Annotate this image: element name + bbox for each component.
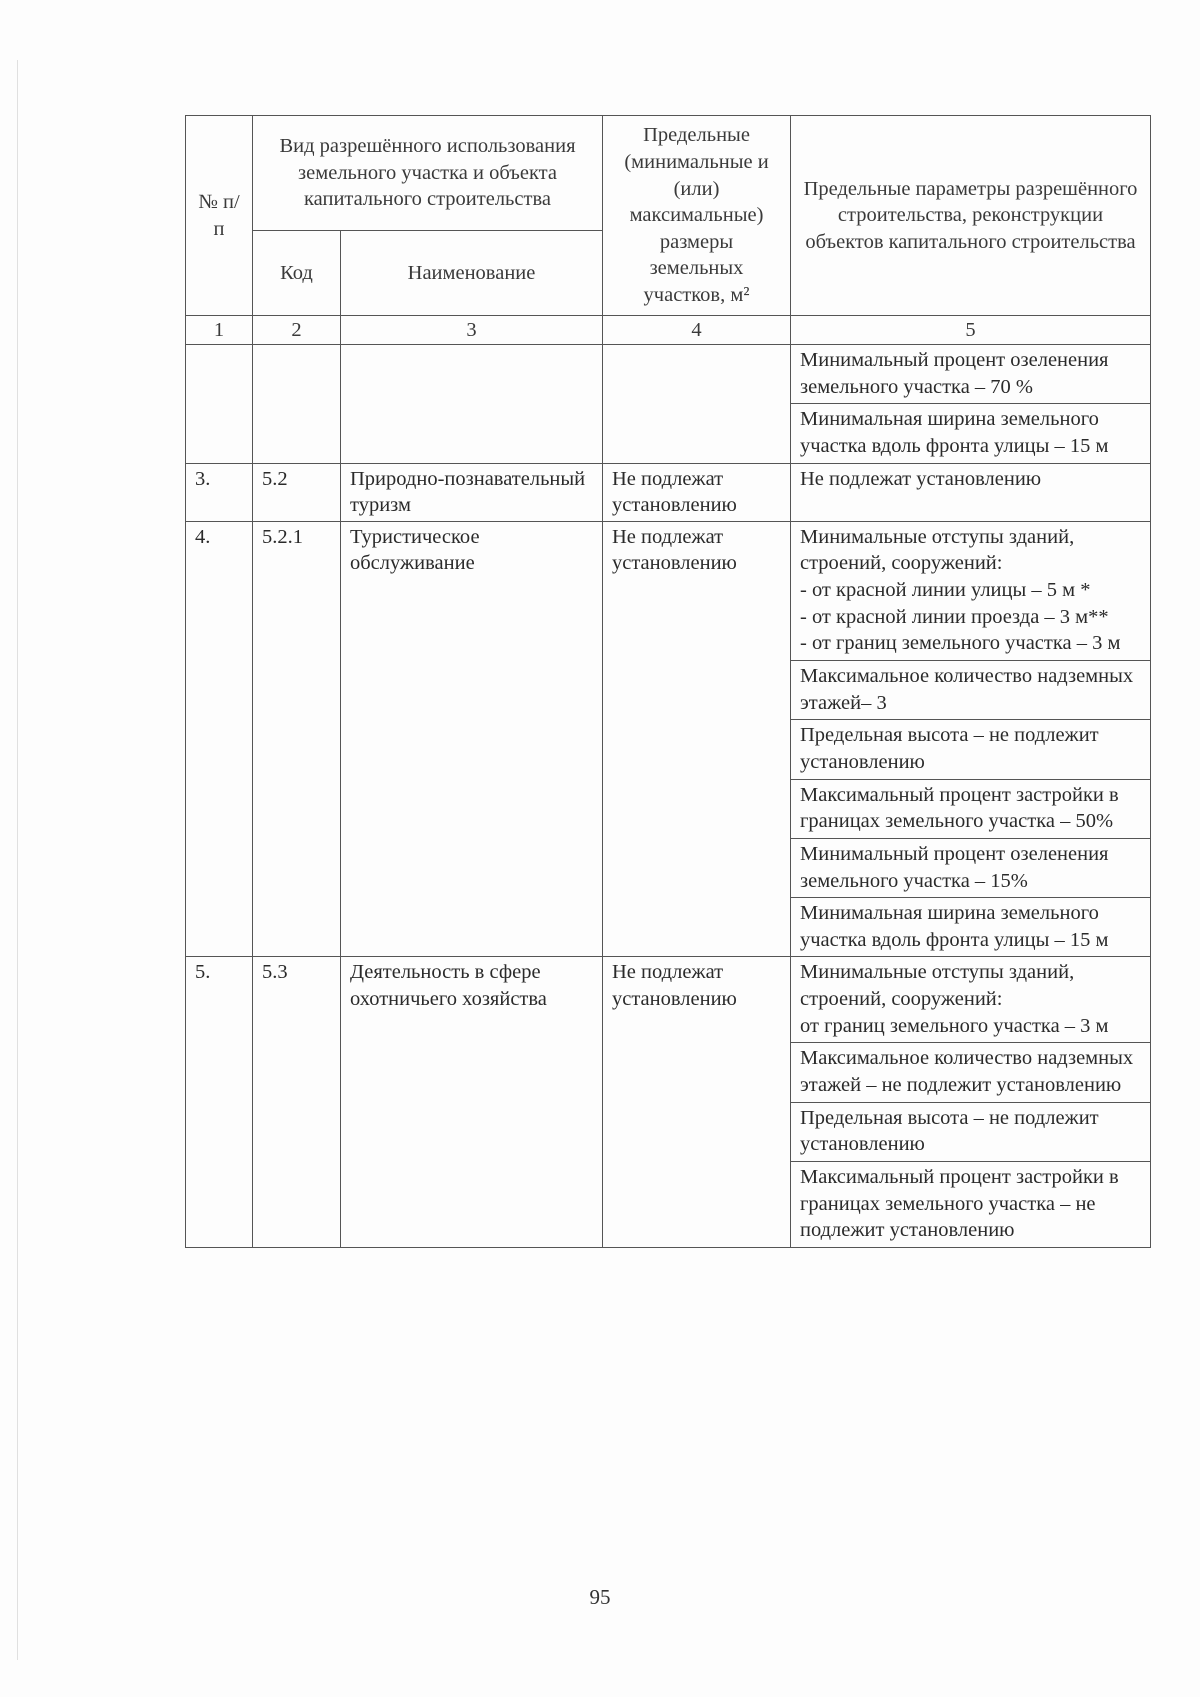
cell-no: 3. bbox=[186, 463, 253, 521]
param-item: Предельная высота – не подлежит установлению bbox=[791, 1103, 1150, 1162]
param-item: Не подлежат установлению bbox=[800, 467, 1042, 490]
cell-params bbox=[791, 957, 1151, 1247]
cell-name: Туристическое обслуживание bbox=[341, 521, 603, 957]
header-naim: Наименование bbox=[341, 231, 603, 316]
cell-no bbox=[186, 345, 253, 464]
col-number-5: 5 bbox=[791, 316, 1151, 345]
cell-params bbox=[791, 521, 1151, 957]
cell-code: 5.3 bbox=[253, 957, 341, 1247]
param-item: Минимальные отступы зданий, строений, сооружений: - от красной линии улицы – 5 м * - от красной линии проезда – 3 м** - от границ земельного участка – 3 м bbox=[791, 522, 1150, 661]
cell-code: 5.2.1 bbox=[253, 521, 341, 957]
cell-name bbox=[341, 345, 603, 464]
header-param: Предельные параметры разрешённого строительства, реконструкции объектов капитального строительства bbox=[791, 116, 1151, 316]
table-row bbox=[186, 521, 1151, 957]
col-number-4: 4 bbox=[603, 316, 791, 345]
header-razm: Предельные (минимальные и (или) максимальные) размеры земельных участков, м² bbox=[603, 116, 791, 316]
margin-line bbox=[17, 60, 18, 1660]
cell-no: 5. bbox=[186, 957, 253, 1247]
table-row-continuation bbox=[186, 345, 1151, 464]
cell-params bbox=[791, 345, 1151, 464]
cell-params bbox=[791, 463, 1151, 521]
cell-name: Природно-познавательный туризм bbox=[341, 463, 603, 521]
cell-size: Не подлежат установлению bbox=[603, 521, 791, 957]
param-item: Минимальная ширина земельного участка вдоль фронта улицы – 15 м bbox=[800, 408, 1109, 457]
cell-name: Деятельность в сфере охотничьего хозяйства bbox=[341, 957, 603, 1247]
col-number-3: 3 bbox=[341, 316, 603, 345]
param-item: Максимальный процент застройки в границах земельного участка – не подлежит установлению bbox=[800, 1165, 1119, 1242]
param-item: Предельная высота – не подлежит установлению bbox=[791, 720, 1150, 779]
param-item: Максимальное количество надземных этажей – не подлежит установлению bbox=[791, 1043, 1150, 1102]
cell-size: Не подлежат установлению bbox=[603, 463, 791, 521]
header-vid: Вид разрешённого использования земельного участка и объекта капитального строительства bbox=[253, 116, 603, 231]
header-kod: Код bbox=[253, 231, 341, 316]
param-item: Минимальная ширина земельного участка вдоль фронта улицы – 15 м bbox=[800, 902, 1109, 951]
page-number: 95 bbox=[589, 1585, 611, 1609]
cell-size bbox=[603, 345, 791, 464]
param-item: Минимальный процент озеленения земельного участка – 15% bbox=[791, 839, 1150, 898]
table-row bbox=[186, 463, 1151, 521]
header-no: № п/п bbox=[186, 116, 253, 316]
cell-code: 5.2 bbox=[253, 463, 341, 521]
regulations-table bbox=[185, 115, 1151, 1248]
table-row bbox=[186, 957, 1151, 1247]
param-item: Минимальные отступы зданий, строений, сооружений: от границ земельного участка – 3 м bbox=[791, 957, 1150, 1043]
col-number-2: 2 bbox=[253, 316, 341, 345]
param-item: Максимальное количество надземных этажей– 3 bbox=[791, 661, 1150, 720]
cell-no: 4. bbox=[186, 521, 253, 957]
param-item: Максимальный процент застройки в границах земельного участка – 50% bbox=[791, 780, 1150, 839]
cell-size: Не подлежат установлению bbox=[603, 957, 791, 1247]
cell-code bbox=[253, 345, 341, 464]
param-item: Минимальный процент озеленения земельного участка – 70 % bbox=[791, 345, 1150, 404]
col-number-1: 1 bbox=[186, 316, 253, 345]
